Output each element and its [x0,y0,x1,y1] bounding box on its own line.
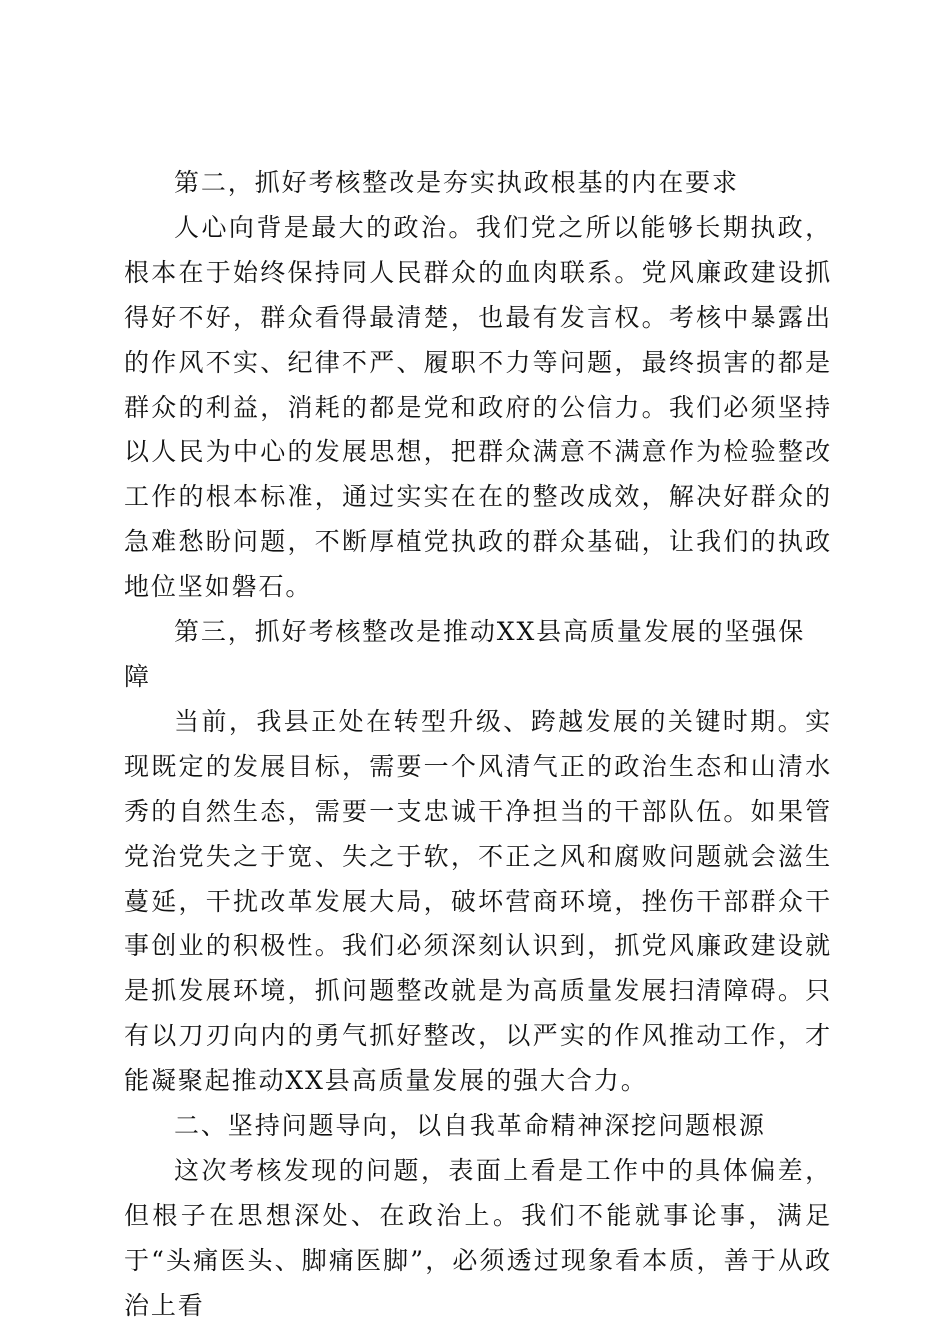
section-heading-problem-orientation: 二、坚持问题导向，以自我革命精神深挖问题根源 [174,1111,766,1141]
section-heading-second: 第二，抓好考核整改是夯实执政根基的内在要求 [174,168,739,197]
section-heading-third: 第三，抓好考核整改是推动XX县高质量发展的坚强保障 [124,617,806,691]
paragraph-development-stage: 当前，我县正处在转型升级、跨越发展的关键时期。实现既定的发展目标，需要一个风清气正的政治生态和山清水秀的自然生态，需要一支忠诚干净担当的干部队伍。如果管党治党失之于宽、失之于软，不正之风和腐败问题就会滋生蔓延，干扰改革发展大局，破坏营商环境，挫伤干部群众干事创业的积极性。我们必须深刻认识到，抓党风廉政建设就是抓发展环境，抓问题整改就是为高质量发展扫清障碍。只有以刀刃向内的勇气抓好整改，以严实的作风推动工作，才能凝聚起推动XX县高质量发展的强大合力。 [124,706,832,1096]
paragraph-problem-roots: 这次考核发现的问题，表面上看是工作中的具体偏差，但根子在思想深处、在政治上。我们不能就事论事，满足于“头痛医头、脚痛医脚”，必须透过现象看本质，善于从政治上看 [124,1155,832,1320]
document-body [124,161,832,1329]
paragraph-popular-support: 人心向背是最大的政治。我们党之所以能够长期执政，根本在于始终保持同人民群众的血肉联系。党风廉政建设抓得好不好，群众看得最清楚，也最有发言权。考核中暴露出的作风不实、纪律不严、履职不力等问题，最终损害的都是群众的利益，消耗的都是党和政府的公信力。我们必须坚持以人民为中心的发展思想，把群众满意不满意作为检验整改工作的根本标准，通过实实在在的整改成效，解决好群众的急难愁盼问题，不断厚植党执政的群众基础，让我们的执政地位坚如磐石。 [124,212,832,602]
